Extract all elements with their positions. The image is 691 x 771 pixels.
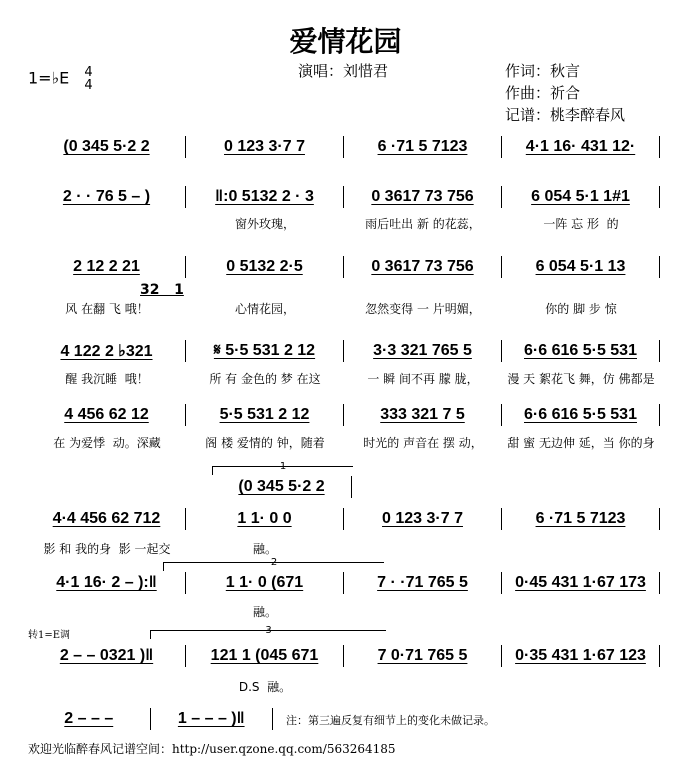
lyric-segment: 阁 楼 爱情的 钟，随着 bbox=[205, 436, 325, 450]
annotation-note: 注：第三遍反复有细节上的变化未做记录。 bbox=[286, 714, 495, 727]
measure: 4 456 62 12 bbox=[28, 404, 186, 426]
lyricist-credit: 作词：秋言 bbox=[505, 62, 581, 80]
lyric-segment: 时光的 声音在 摆 动， bbox=[363, 436, 483, 450]
measure: 4·4 456 62 712 bbox=[28, 508, 186, 530]
lyric-segment: 漫 天 絮花飞 舞，仿 佛都是 bbox=[507, 372, 655, 386]
measure: 4 122 2 ♭321 bbox=[28, 340, 186, 362]
singer-credit: 演唱：刘惜君 bbox=[298, 62, 389, 80]
notation-line bbox=[28, 572, 660, 594]
measure: 𝄋 5·5 531 2 12 bbox=[186, 340, 344, 362]
lyric-segment: 甜 蜜 无边伸 延，当 你的身 bbox=[507, 436, 655, 450]
measure: (0 345 5·2 2 bbox=[28, 136, 186, 158]
notation-line bbox=[28, 256, 660, 278]
measure: 6·6 616 5·5 531 bbox=[502, 404, 660, 426]
measure: 2 · · 76 5 – ) bbox=[28, 186, 186, 208]
lyric-segment bbox=[502, 603, 660, 620]
lyrics-line bbox=[28, 300, 660, 317]
lyric-segment: 一阵 忘 形 的 bbox=[543, 217, 619, 231]
measure: 0 123 3·7 7 bbox=[344, 508, 502, 530]
lyric-segment bbox=[28, 678, 186, 695]
footer-text: 欢迎光临醉春风记谱空间：http://user.qzone.qq.com/563264185 bbox=[28, 742, 396, 756]
notation-line bbox=[28, 645, 660, 667]
lyric-segment: 所 有 金色的 梦 在这 bbox=[209, 372, 321, 386]
measure: 6 ·71 5 7123 bbox=[344, 136, 502, 158]
measure: 2 – – 0321 )‖ bbox=[28, 645, 186, 667]
lyric-segment bbox=[502, 678, 660, 695]
lyric-segment bbox=[344, 678, 502, 695]
key-signature bbox=[28, 66, 93, 92]
measure: 7 0·71 765 5 bbox=[344, 645, 502, 667]
measure: 3·3 321 765 5 bbox=[344, 340, 502, 362]
measure: 2 – – – bbox=[28, 708, 151, 730]
lyrics-line bbox=[28, 434, 660, 451]
measure: 6 054 5·1 1#1 bbox=[502, 186, 660, 208]
measure: 333 321 7 5 bbox=[344, 404, 502, 426]
measure: 2 12 2 21 bbox=[28, 256, 186, 278]
lyric-segment bbox=[28, 215, 186, 232]
measure: 121 1 (045 671 bbox=[186, 645, 344, 667]
measure: 7 · ·71 765 5 bbox=[344, 572, 502, 594]
notation-line bbox=[28, 708, 273, 730]
measure: 0 5132 2·5 bbox=[186, 256, 344, 278]
lyric-segment: 忽然变得 一 片明媚， bbox=[365, 302, 481, 316]
lyric-segment: 醒 我沉睡 哦！ bbox=[65, 372, 149, 386]
notation-line bbox=[28, 186, 660, 208]
lyrics-line bbox=[28, 540, 660, 557]
lyric-segment: 在 为爱悸 动。深藏 bbox=[53, 436, 161, 450]
notation-line bbox=[28, 136, 660, 158]
lyric-segment: 影 和 我的身 影 一起交 bbox=[43, 542, 171, 556]
time-signature bbox=[84, 66, 92, 92]
lyric-segment: 你的 脚 步 惊 bbox=[545, 302, 617, 316]
measure: 5·5 531 2 12 bbox=[186, 404, 344, 426]
alternate-notes: 32 1 bbox=[140, 282, 184, 298]
lyric-segment bbox=[344, 540, 502, 557]
measure: (0 345 5·2 2 bbox=[212, 476, 352, 498]
measure: 0·35 431 1·67 123 bbox=[502, 645, 660, 667]
song-title: 爱情花园 bbox=[289, 25, 402, 58]
measure: 1 1· 0 (671 bbox=[186, 572, 344, 594]
measure: 1 – – – )‖ bbox=[151, 708, 274, 730]
lyrics-line bbox=[28, 215, 660, 232]
measure: 6 ·71 5 7123 bbox=[502, 508, 660, 530]
lyric-segment: 心情花园， bbox=[234, 302, 295, 316]
key: 1=♭E bbox=[28, 68, 70, 88]
measure: 0 3617 73 756 bbox=[344, 186, 502, 208]
lyric-segment bbox=[502, 540, 660, 557]
notation-line bbox=[212, 476, 352, 498]
lyric-segment: 一 瞬 间不再 朦 胧， bbox=[367, 372, 479, 386]
lyrics-line bbox=[28, 370, 660, 387]
volta-bracket: 1 bbox=[212, 466, 353, 475]
measure: 6·6 616 5·5 531 bbox=[502, 340, 660, 362]
lyric-segment: 风 在翻 飞 哦！ bbox=[65, 302, 149, 316]
lyrics-line bbox=[28, 678, 660, 695]
measure: 0·45 431 1·67 173 bbox=[502, 572, 660, 594]
lyric-segment: D.S 融。 bbox=[238, 680, 292, 694]
transcriber-credit: 记谱：桃李醉春风 bbox=[505, 106, 626, 124]
lyric-segment bbox=[28, 603, 186, 620]
volta-bracket: 3 bbox=[150, 630, 386, 639]
notation-line bbox=[28, 340, 660, 362]
time-bottom: 4 bbox=[84, 78, 93, 93]
measure: 4·1 16· 2 – ):‖ bbox=[28, 572, 186, 594]
lyric-segment: 融。 bbox=[252, 542, 277, 556]
lyric-segment: 融。 bbox=[252, 605, 277, 619]
measure: ‖:0 5132 2 · 3 bbox=[186, 186, 344, 208]
notation-line bbox=[28, 404, 660, 426]
measure: 4·1 16· 431 12· bbox=[502, 136, 660, 158]
lyric-segment: 雨后吐出 新 的花蕊， bbox=[365, 217, 481, 231]
lyric-segment bbox=[344, 603, 502, 620]
time-top: 4 bbox=[84, 65, 93, 80]
modulation-mark: 转1=E调 bbox=[28, 630, 71, 641]
lyrics-line bbox=[28, 603, 660, 620]
measure: 1 1· 0 0 bbox=[186, 508, 344, 530]
notation-line bbox=[28, 508, 660, 530]
measure: 6 054 5·1 13 bbox=[502, 256, 660, 278]
volta-bracket: 2 bbox=[163, 562, 384, 571]
lyric-segment: 窗外玫瑰， bbox=[234, 217, 295, 231]
measure: 0 3617 73 756 bbox=[344, 256, 502, 278]
measure: 0 123 3·7 7 bbox=[186, 136, 344, 158]
composer-credit: 作曲：祈合 bbox=[505, 84, 581, 102]
